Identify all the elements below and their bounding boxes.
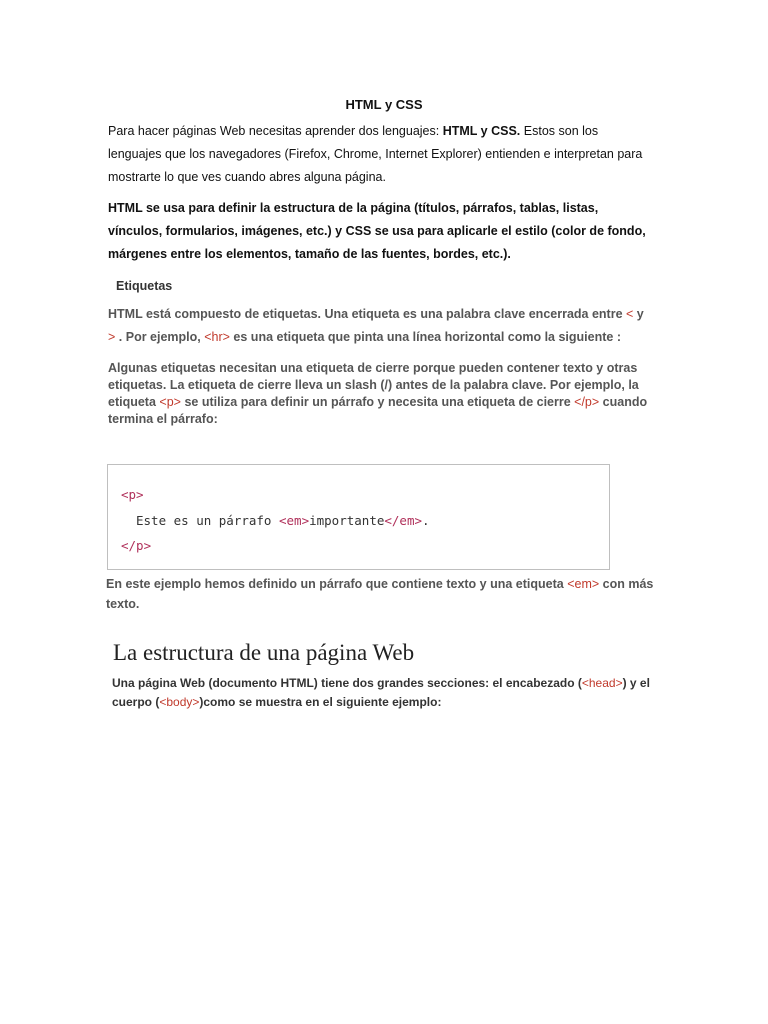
code-text-c: . (422, 513, 430, 528)
p5-text-a: En este ejemplo hemos definido un párrafo que contiene texto y una etiqueta (106, 577, 568, 591)
p6-text-c: )como se muestra en el siguiente ejemplo: (199, 695, 442, 709)
intro-text-c: Estos son los lenguajes que los navegadores (Firefox, Chrome, Internet Explorer) entienden e interpretan para mostrarte lo que ves cuando abres alguna página. (108, 124, 643, 184)
p6-text-b: ) y el cuerpo ( (112, 676, 650, 709)
etiquetas-paragraph (108, 303, 648, 349)
p2-text-c: (color de fondo, márgenes entre los elementos, tamaño de las fuentes, bordes, etc.). (108, 224, 646, 261)
p3-hr-tag: <hr> (204, 330, 230, 344)
p3-gt: > (108, 330, 116, 344)
section-heading: La estructura de una página Web (113, 640, 415, 665)
intro-html-css: HTML y CSS. (442, 124, 521, 138)
estructura-paragraph (112, 674, 652, 712)
p3-y: y (633, 307, 644, 321)
intro-paragraph (108, 120, 648, 189)
p3-text-a: HTML está compuesto de etiquetas. Una etiqueta es una palabra clave encerrada entre (108, 307, 626, 321)
p3-text-b: . Por ejemplo, (115, 330, 205, 344)
ejemplo-paragraph (106, 574, 656, 614)
p5-text-b: con más texto. (106, 577, 654, 611)
p2-text-a: HTML se usa para definir la estructura de la página (títulos, párrafos, tablas, listas, vínculos, formularios, imágenes, etc.) y (108, 201, 599, 238)
code-close-em: </em> (384, 513, 423, 528)
p3-lt: < (626, 307, 634, 321)
p4-text-b: se utiliza para definir un párrafo y necesita una etiqueta de cierre (180, 395, 575, 409)
p4-p-tag: <p> (159, 395, 181, 409)
etiquetas-heading: Etiquetas (116, 279, 173, 293)
doc-title: HTML y CSS (345, 97, 423, 112)
intro-text-a: Para hacer páginas Web necesitas aprender dos lenguajes: (108, 124, 443, 138)
code-open-em: <em> (279, 513, 310, 528)
p5-em-tag: <em> (567, 577, 600, 591)
p3-text-c: es una etiqueta que pinta una línea horizontal como la siguiente : (229, 330, 621, 344)
p2-text-b: CSS se usa para aplicarle el estilo (345, 224, 548, 238)
html-css-paragraph (108, 197, 648, 266)
code-line-2 (136, 513, 430, 528)
code-close-p: </p> (121, 538, 152, 553)
code-text-b: importante (309, 513, 385, 528)
p6-head-tag: <head> (581, 676, 623, 690)
code-line-3 (121, 538, 151, 553)
p4-close-p-tag: </p> (574, 395, 600, 409)
p4-text-a: Algunas etiquetas necesitan una etiqueta de cierre porque pueden contener texto y otras etiquetas. La etiqueta de cierre lleva un slash (/) antes de la palabra clave. Por ejemplo, la etiqueta (108, 361, 639, 409)
p6-body-tag: <body> (159, 695, 200, 709)
p4-text-c: cuando termina el párrafo: (108, 395, 648, 426)
cierre-paragraph (108, 360, 648, 428)
code-line-1 (121, 487, 144, 502)
p6-text-a: Una página Web (documento HTML) tiene dos grandes secciones: el encabezado ( (112, 676, 582, 690)
code-open-p: <p> (121, 487, 144, 502)
code-text-a: Este es un párrafo (136, 513, 279, 528)
